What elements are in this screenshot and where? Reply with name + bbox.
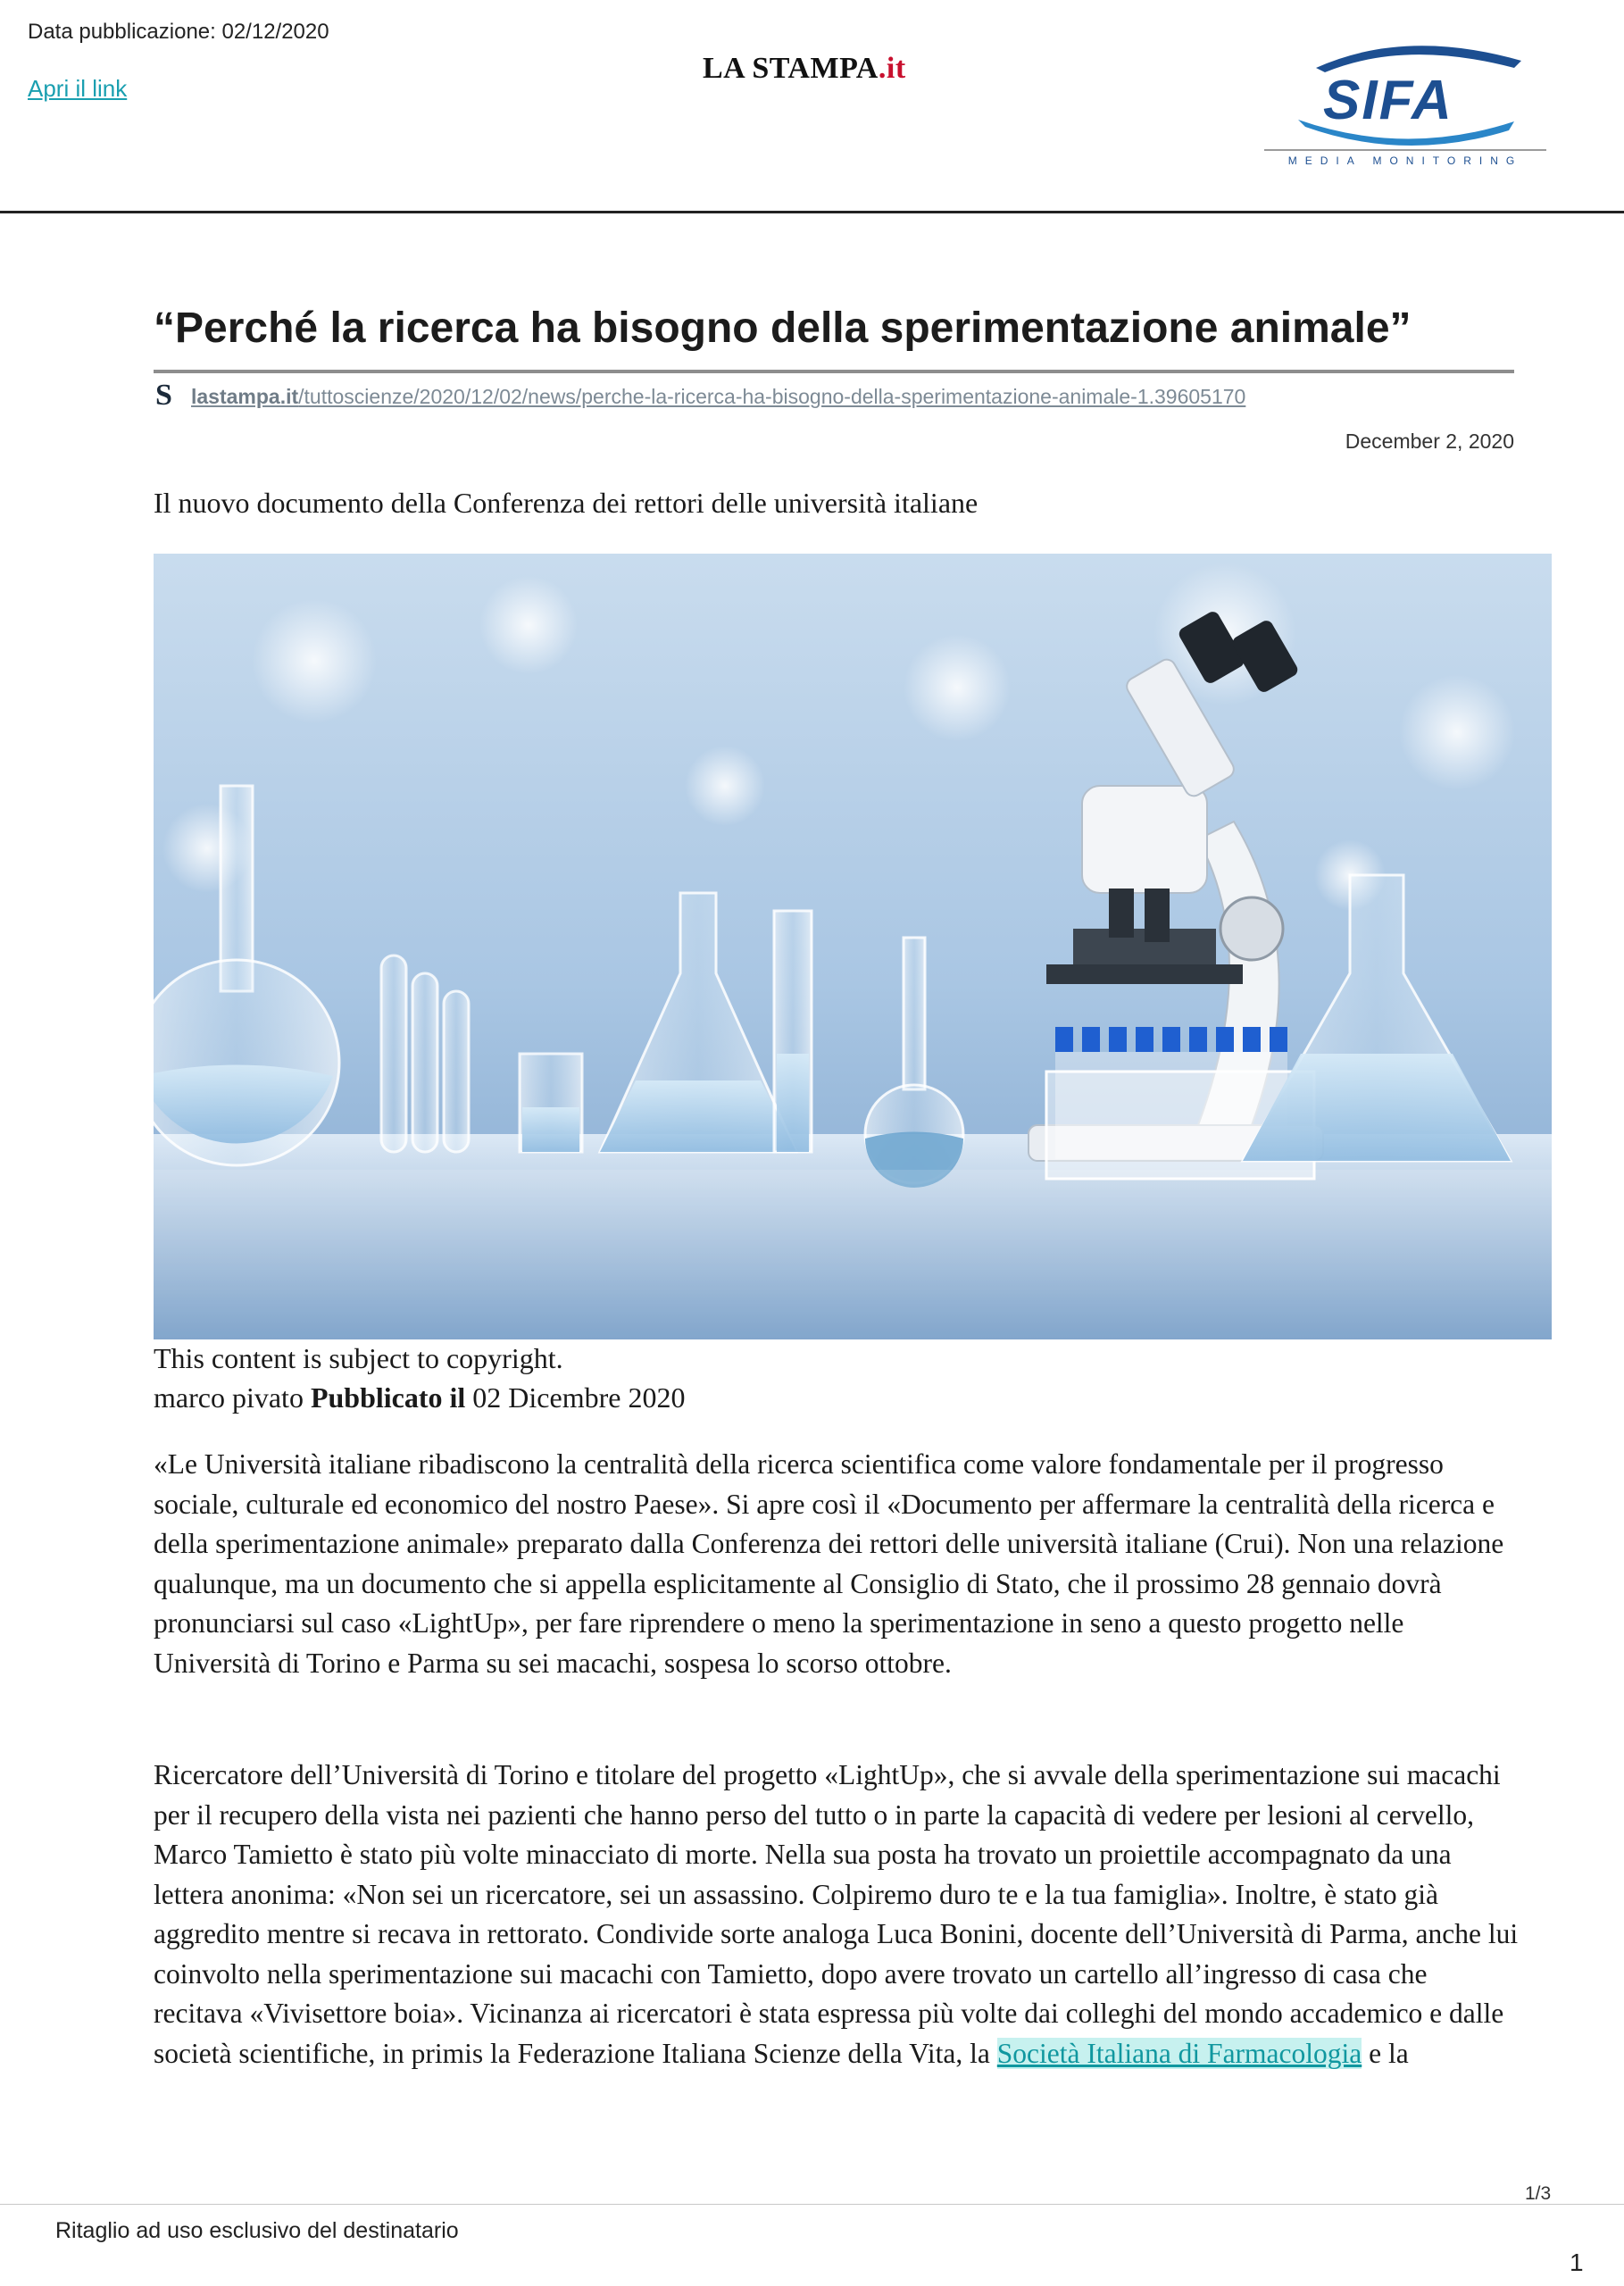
lab-glassware-illustration [154, 554, 1552, 1339]
source-url-host: lastampa.it [191, 385, 299, 408]
article-paragraph: «Le Università italiane ribadiscono la centralità della ricerca scientifica come valore fondamentale per il progresso sociale, culturale ed economico del nostro Paese». Si apre così il «Documento per affermare la centralità della ricerca e della sperimentazione animale» preparato dalla Conferenza dei rettori delle università italiane (Crui). Non una relazione qualunque, ma un documento che si appella esplicitamente al Consiglio di Stato, che il prossimo 28 gennaio dovrà pronunciarsi sul caso «LightUp», per fare riprendere o meno la sperimentazione in seno a questo progetto nelle Università di Torino e Parma su sei macachi, sospesa lo scorso ottobre. [154, 1448, 1504, 1679]
sifa-logo-name: SIFA [1323, 70, 1453, 131]
footer-notice: Ritaglio ad uso esclusivo del destinatario [55, 2218, 459, 2243]
page-number: 1 [1570, 2248, 1584, 2276]
article-byline [154, 1381, 685, 1414]
title-divider [154, 370, 1514, 373]
published-label: Pubblicato il [310, 1381, 466, 1414]
sifa-logo-graphic [1262, 32, 1548, 175]
author-name: marco pivato [154, 1381, 304, 1414]
source-url-link[interactable] [191, 385, 1245, 409]
paragraph-text-tail: e la [1362, 2037, 1409, 2069]
article-subtitle: Il nuovo documento della Conferenza dei rettori delle università italiane [154, 487, 979, 519]
copyright-notice: This content is subject to copyright. [154, 1342, 563, 1374]
article-title: “Perché la ricerca ha bisogno della sperimentazione animale” [154, 305, 1412, 352]
source-url-path: /tuttoscienze/2020/12/02/news/perche-la-ricerca-ha-bisogno-della-sperimentazione-animale-1.39605170 [298, 385, 1246, 408]
la-stampa-logo-text: LA STAMPA [703, 52, 879, 85]
sifa-logo-tagline: MEDIA MONITORING [1287, 154, 1523, 167]
article-paragraph [154, 1756, 1520, 2073]
la-stampa-logo-suffix: .it [878, 52, 906, 85]
footer-divider [0, 2204, 1624, 2205]
graduated-cylinder [774, 911, 812, 1152]
sifa-swoosh-top [1316, 46, 1521, 72]
sif-highlighted-link[interactable]: Società Italiana di Farmacologia [996, 2037, 1362, 2069]
article-date: December 2, 2020 [1345, 430, 1514, 453]
open-link[interactable]: Apri il link [28, 75, 128, 102]
publication-date: Data pubblicazione: 02/12/2020 [28, 20, 329, 44]
la-stampa-logo[interactable] [703, 52, 906, 86]
published-date: 02 Dicembre 2020 [472, 1381, 686, 1414]
paragraph-text: Ricercatore dell’Università di Torino e titolare del progetto «LightUp», che si avvale della sperimentazione sui macachi per il recupero della vista nei pazienti che hanno perso del tutto o in parte la capacità di vedere per lesioni al cervello, Marco Tamietto è stato più volte minacciato di morte. Nella sua posta ha trovato un proiettile accompagnato da una lettera anonima: «Non sei un ricercatore, sei un assassino. Colpiremo duro te e la tua famiglia». Inoltre, è stato già aggredito mentre si recava in rettorato. Condivide sorte analoga Luca Bonini, docente dell’Università di Parma, anche lui coinvolto nella sperimentazione sui macachi con Tamietto, dopo avere trovato un cartello all’ingresso di casa che recitava «Vivisettore boia». Vicinanza ai ricercatori è stata espressa più volte dai colleghi del mondo accademico e dalle società scientifiche, in primis la Federazione Italiana Scienze della Vita, la [154, 1759, 1519, 2069]
page-fraction: 1/3 [1525, 2183, 1552, 2204]
header-divider [0, 211, 1624, 213]
article-hero-image [154, 554, 1552, 1339]
small-beaker [520, 1054, 582, 1152]
la-stampa-s-icon: S [155, 379, 172, 412]
sifa-media-monitoring-logo [1262, 32, 1548, 175]
